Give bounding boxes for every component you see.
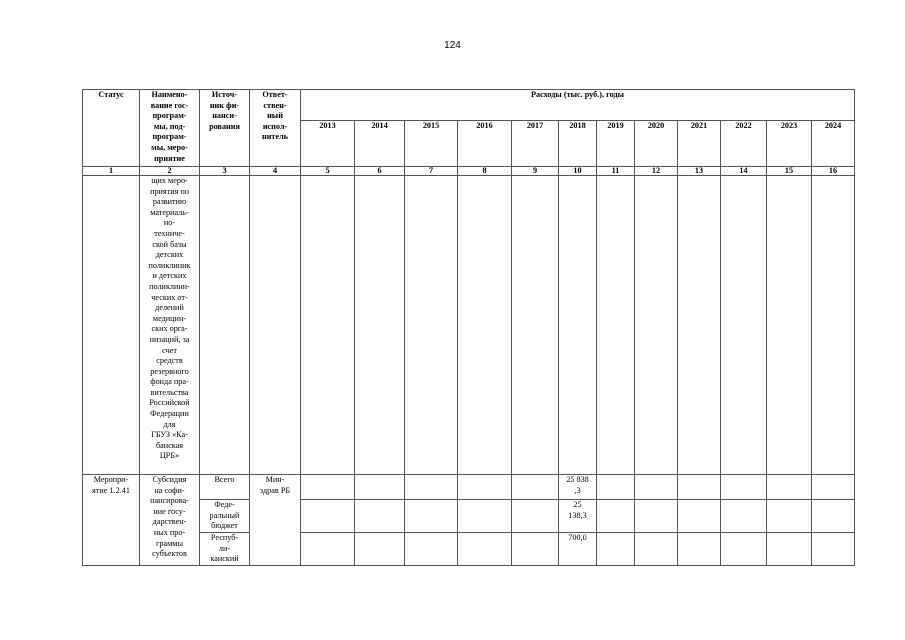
measure-name-cell: Субсидия на софи- нансирова- ние госу- дарствен- ных про- граммы субъектов — [140, 475, 200, 566]
empty-cell — [678, 533, 721, 566]
column-number: 6 — [355, 167, 405, 176]
empty-cell — [355, 533, 405, 566]
empty-cell — [512, 500, 559, 533]
header-year: 2022 — [721, 121, 767, 167]
header-year: 2020 — [635, 121, 678, 167]
empty-cell — [301, 533, 355, 566]
empty-cell — [812, 475, 855, 500]
empty-cell — [635, 533, 678, 566]
empty-cell — [635, 475, 678, 500]
empty-cell — [458, 176, 512, 475]
empty-cell — [355, 176, 405, 475]
measure-executor-cell: Мин- здрав РБ — [250, 475, 301, 566]
column-number: 2 — [140, 167, 200, 176]
header-year: 2016 — [458, 121, 512, 167]
column-number: 9 — [512, 167, 559, 176]
column-number-row — [83, 167, 855, 176]
source-cell: Респуб- ли- канский — [200, 533, 250, 566]
empty-cell — [812, 176, 855, 475]
empty-cell — [458, 533, 512, 566]
empty-cell — [597, 533, 635, 566]
header-year: 2018 — [559, 121, 597, 167]
empty-cell — [405, 176, 458, 475]
continuation-name-cell: щих меро- приятия по развитию материаль- но- техниче- ской базы детских поликлиник и детских поликлини- ческих от- делений медицин- ских орга- низаций, за счет средств резервного фонда пра- вительства Российской Федерации для ГБУЗ «Ка- банская ЦРБ» — [140, 176, 200, 475]
column-number: 1 — [83, 167, 140, 176]
empty-cell — [355, 475, 405, 500]
header-year: 2019 — [597, 121, 635, 167]
column-number: 11 — [597, 167, 635, 176]
value-cell-2018: 25 138,3 — [559, 500, 597, 533]
header-row-top — [83, 90, 855, 121]
empty-cell — [678, 500, 721, 533]
column-number: 14 — [721, 167, 767, 176]
empty-cell — [597, 176, 635, 475]
empty-cell — [812, 500, 855, 533]
empty-cell — [458, 475, 512, 500]
empty-cell — [405, 500, 458, 533]
empty-cell — [250, 176, 301, 475]
header-year: 2024 — [812, 121, 855, 167]
empty-cell — [405, 475, 458, 500]
column-number: 10 — [559, 167, 597, 176]
empty-cell — [767, 533, 812, 566]
budget-table — [82, 89, 855, 566]
header-year: 2021 — [678, 121, 721, 167]
header-source: Источ- ник фи- нанси- рования — [200, 90, 250, 167]
empty-cell — [512, 533, 559, 566]
column-number: 4 — [250, 167, 301, 176]
page-number: 124 — [444, 40, 461, 51]
source-cell: Всего — [200, 475, 250, 500]
empty-cell — [678, 475, 721, 500]
empty-cell — [678, 176, 721, 475]
column-number: 16 — [812, 167, 855, 176]
measure-row-total — [83, 475, 855, 500]
empty-cell — [721, 475, 767, 500]
source-cell: Феде- ральный бюджет — [200, 500, 250, 533]
column-number: 13 — [678, 167, 721, 176]
continuation-row — [83, 176, 855, 475]
empty-cell — [301, 500, 355, 533]
empty-cell — [301, 475, 355, 500]
header-expenses: Расходы (тыс. руб.), годы — [301, 90, 855, 121]
header-year: 2023 — [767, 121, 812, 167]
header-year: 2015 — [405, 121, 458, 167]
measure-status-cell: Меропри- ятие 1.2.41 — [83, 475, 140, 566]
empty-cell — [721, 533, 767, 566]
empty-cell — [597, 500, 635, 533]
continuation-status-cell — [83, 176, 140, 475]
empty-cell — [812, 533, 855, 566]
column-number: 7 — [405, 167, 458, 176]
column-number: 5 — [301, 167, 355, 176]
empty-cell — [355, 500, 405, 533]
column-number: 3 — [200, 167, 250, 176]
header-executor: Ответ- ствен- ный испол- нитель — [250, 90, 301, 167]
header-status: Статус — [83, 90, 140, 167]
value-cell-2018: 700,0 — [559, 533, 597, 566]
header-year: 2017 — [512, 121, 559, 167]
empty-cell — [512, 176, 559, 475]
header-year: 2013 — [301, 121, 355, 167]
empty-cell — [405, 533, 458, 566]
empty-cell — [721, 176, 767, 475]
column-number: 8 — [458, 167, 512, 176]
header-year: 2014 — [355, 121, 405, 167]
column-number: 15 — [767, 167, 812, 176]
empty-cell — [597, 475, 635, 500]
empty-cell — [767, 500, 812, 533]
empty-cell — [458, 500, 512, 533]
header-name: Наимено- вание гос- програм- мы, под- програм- мы, меро- приятие — [140, 90, 200, 167]
value-cell-2018: 25 838 ,3 — [559, 475, 597, 500]
empty-cell — [512, 475, 559, 500]
empty-cell — [721, 500, 767, 533]
empty-cell — [635, 176, 678, 475]
empty-cell — [301, 176, 355, 475]
empty-cell — [635, 500, 678, 533]
column-number: 12 — [635, 167, 678, 176]
empty-cell — [200, 176, 250, 475]
empty-cell — [767, 475, 812, 500]
empty-cell — [559, 176, 597, 475]
empty-cell — [767, 176, 812, 475]
